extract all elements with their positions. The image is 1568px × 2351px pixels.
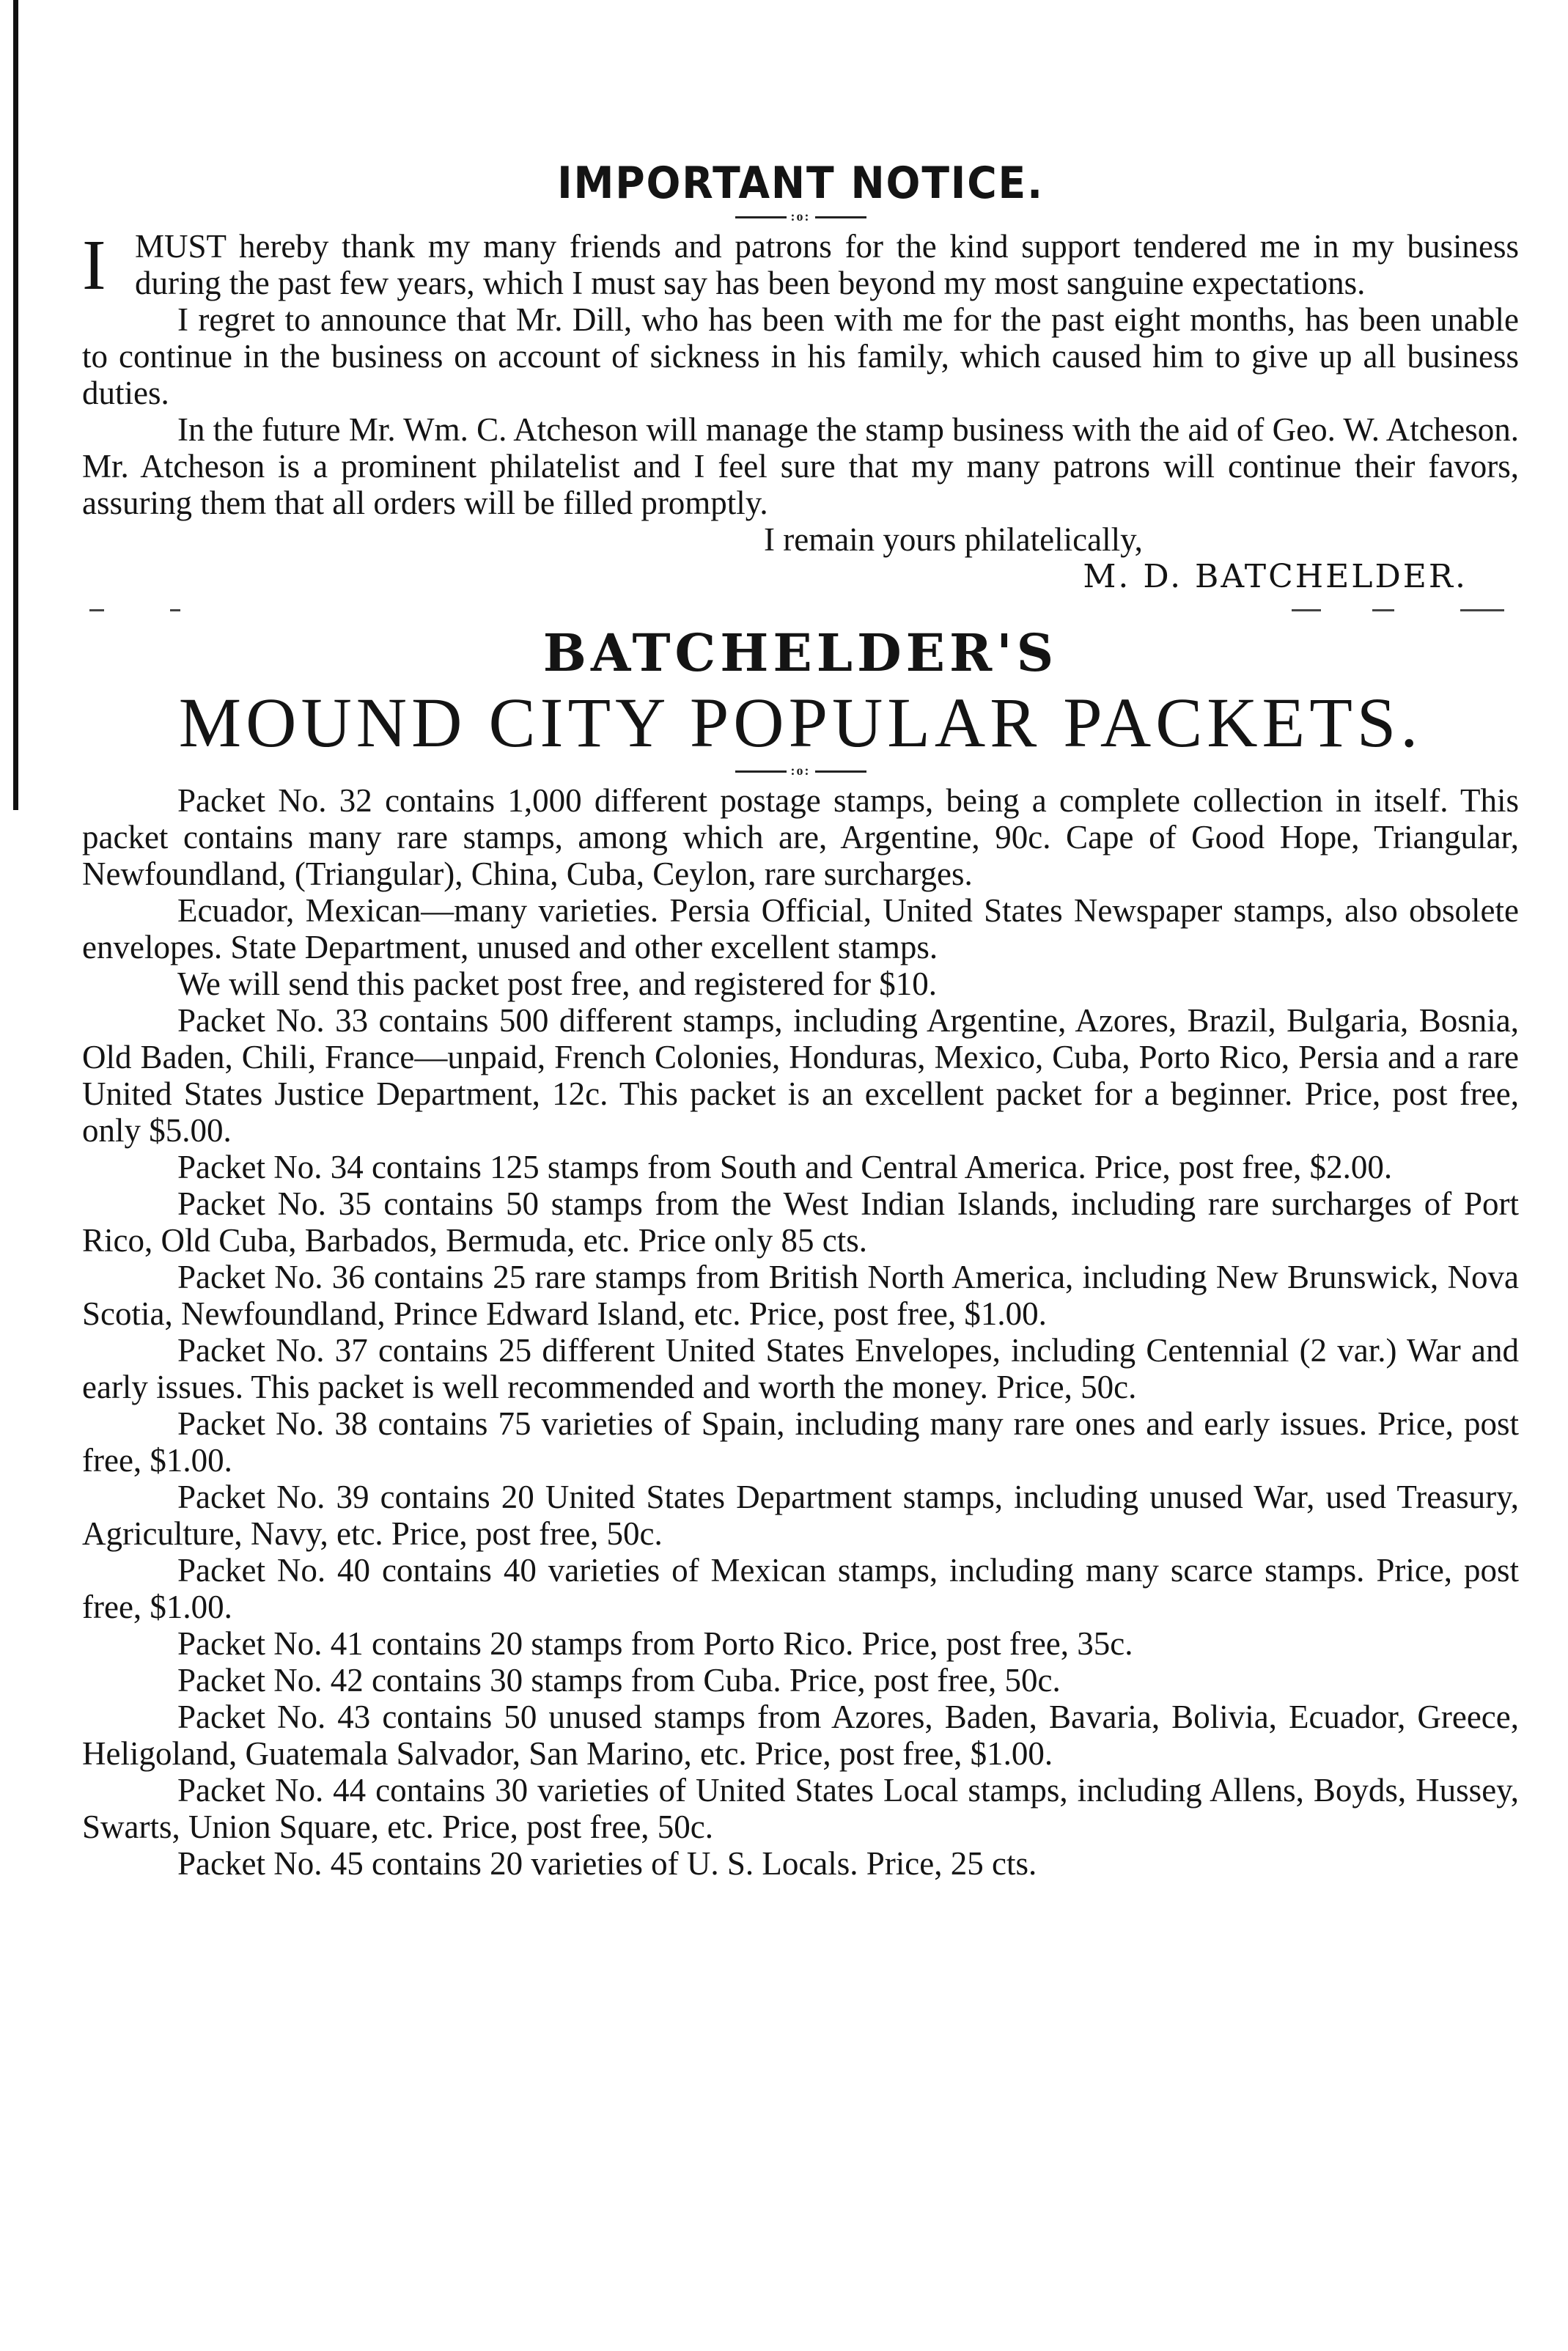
packet-entry-32-price: We will send this packet post free, and registered for $10. <box>177 965 938 1002</box>
packet-entry-43: Packet No. 43 contains 50 unused stamps from Azores, Baden, Bavaria, Bolivia, Ecuador, Greece, Heligoland, Guatemala Salvador, San Marino, etc. Price, post free, $1.00. <box>82 1699 1519 1772</box>
packet-entry-32: Packet No. 32 contains 1,000 different postage stamps, being a complete collection in itself. This packet contains many rare stamps, among which are, Argentine, 90c. Cape of Good Hope, Triangular, Newfoundland, (Triangular), China, Cuba, Ceylon, rare surcharges. <box>82 782 1519 892</box>
packet-entry-44: Packet No. 44 contains 30 varieties of United States Local stamps, including Allens, Boyds, Hussey, Swarts, Union Square, etc. Price, post free, 50c. <box>82 1772 1519 1845</box>
packets-title-line-2: MOUND CITY POPULAR PACKETS. <box>178 683 1423 762</box>
packet-list <box>82 782 1519 1882</box>
ornament-rule-right <box>815 770 866 773</box>
notice-closing: I remain yours philatelically, <box>764 521 1143 558</box>
notice-paragraph-1 <box>82 226 1519 305</box>
notice-title: IMPORTANT NOTICE. <box>557 158 1044 209</box>
notice-paragraph-1-text: MUST hereby thank my many friends and patrons for the kind support tendered me in my business during the past few years, which I must say has been beyond my most sanguine expectations. <box>135 228 1519 301</box>
ornament-text: :o: <box>790 209 811 224</box>
notice-signature: M. D. BATCHELDER. <box>1083 558 1468 595</box>
packet-entry-40: Packet No. 40 contains 40 varieties of Mexican stamps, including many scarce stamps. Price, post free, $1.00. <box>82 1552 1519 1625</box>
notice-paragraph-2: I regret to announce that Mr. Dill, who has been with me for the past eight months, has been unable to continue in the business on account of sickness in his family, which caused him to give up all business duties. <box>82 301 1519 411</box>
packet-entry-32-continued: Ecuador, Mexican—many varieties. Persia Official, United States Newspaper stamps, also obsolete envelopes. State Department, unused and other excellent stamps. <box>82 892 1519 965</box>
section-divider <box>82 605 1519 615</box>
page-edge-rule <box>13 0 18 810</box>
drop-cap: I <box>82 226 106 305</box>
notice-ornament <box>82 209 1519 224</box>
packet-entry-38: Packet No. 38 contains 75 varieties of Spain, including many rare ones and early issues. Price, post free, $1.00. <box>82 1405 1519 1479</box>
packet-entry-35: Packet No. 35 contains 50 stamps from the West Indian Islands, including rare surcharges of Port Rico, Old Cuba, Barbados, Bermuda, etc. Price only 85 cts. <box>82 1185 1519 1259</box>
packet-entry-39: Packet No. 39 contains 20 United States Department stamps, including unused War, used Treasury, Agriculture, Navy, etc. Price, post free, 50c. <box>82 1479 1519 1552</box>
packets-ornament <box>82 763 1519 778</box>
packet-entry-36: Packet No. 36 contains 25 rare stamps from British North America, including New Brunswick, Nova Scotia, Newfoundland, Prince Edward Island, etc. Price, post free, $1.00. <box>82 1259 1519 1332</box>
page-content <box>82 158 1519 1882</box>
ornament-rule-left <box>735 770 787 773</box>
packet-entry-34: Packet No. 34 contains 125 stamps from South and Central America. Price, post free, $2.00. <box>177 1149 1393 1185</box>
packet-entry-37: Packet No. 37 contains 25 different United States Envelopes, including Centennial (2 var.) War and early issues. This packet is well recommended and worth the money. Price, 50c. <box>82 1332 1519 1405</box>
ornament-rule-left <box>735 216 787 218</box>
ornament-text: :o: <box>790 763 811 778</box>
packet-entry-45: Packet No. 45 contains 20 varieties of U. S. Locals. Price, 25 cts. <box>177 1845 1037 1882</box>
notice-paragraph-3: In the future Mr. Wm. C. Atcheson will manage the stamp business with the aid of Geo. W. Atcheson. Mr. Atcheson is a prominent philatelist and I feel sure that my many patrons will continue their favors, assuring them that all orders will be filled promptly. <box>82 411 1519 521</box>
packet-entry-33: Packet No. 33 contains 500 different stamps, including Argentine, Azores, Brazil, Bulgaria, Bosnia, Old Baden, Chili, France—unpaid, French Colonies, Honduras, Mexico, Cuba, Porto Rico, Persia and a rare United States Justice Department, 12c. This packet is an excellent packet for a beginner. Price, post free, only $5.00. <box>82 1002 1519 1149</box>
packet-entry-41: Packet No. 41 contains 20 stamps from Porto Rico. Price, post free, 35c. <box>177 1625 1133 1662</box>
packet-entry-42: Packet No. 42 contains 30 stamps from Cuba. Price, post free, 50c. <box>177 1662 1061 1699</box>
ornament-rule-right <box>815 216 866 218</box>
packets-title-line-1: BATCHELDER'S <box>542 622 1059 683</box>
